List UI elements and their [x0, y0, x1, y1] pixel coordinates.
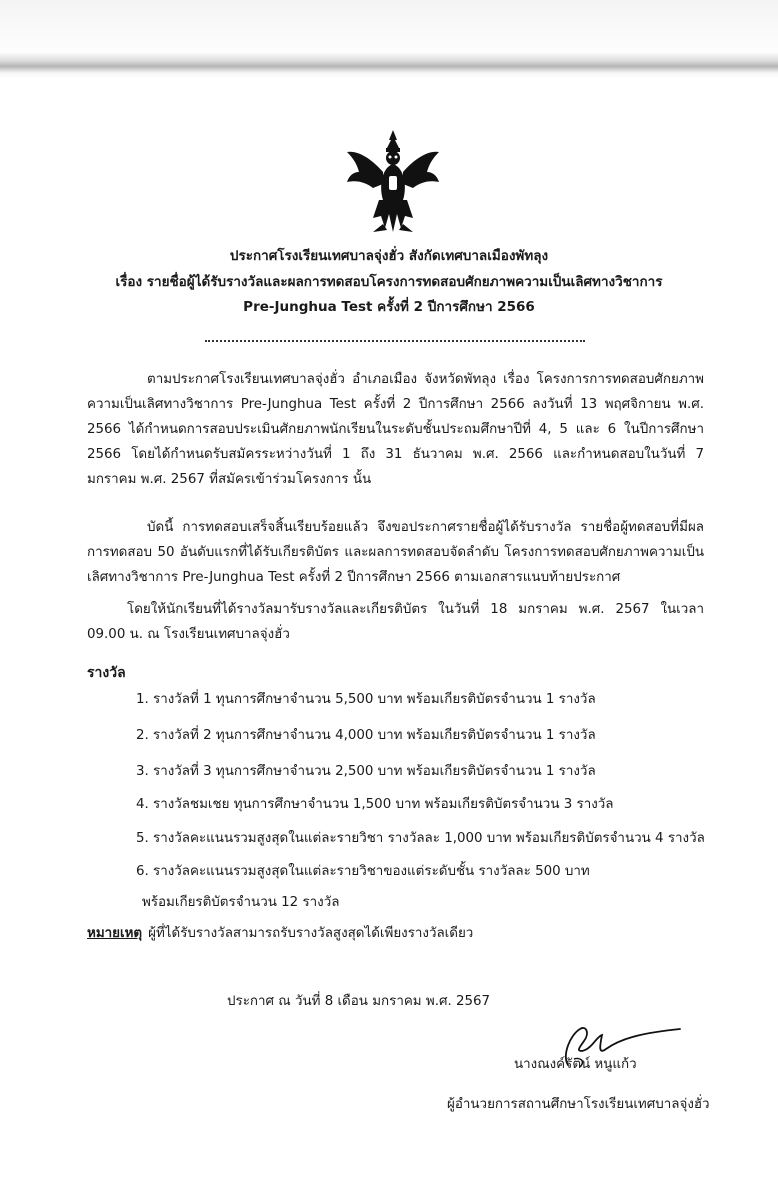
paragraph-results — [87, 515, 704, 590]
paragraph-intro — [87, 367, 704, 492]
header-divider — [205, 340, 585, 342]
award-item-6-continuation: พร้อมเกียรติบัตรจำนวน 12 รางวัล — [142, 895, 340, 910]
note-text: ผู้ที่ได้รับรางวัลสามารถรับรางวัลสูงสุดได้เพียงรางวัลเดียว — [148, 926, 474, 941]
award-item-2: 2. รางวัลที่ 2 ทุนการศึกษาจำนวน 4,000 บาท พร้อมเกียรติบัตรจำนวน 1 รางวัล — [136, 728, 596, 743]
paragraph-ceremony — [87, 597, 704, 647]
announcement-date: ประกาศ ณ วันที่ 8 เดือน มกราคม พ.ศ. 2567 — [227, 994, 491, 1009]
header-line-1: ประกาศโรงเรียนเทศบาลจุ่งฮั่ว สังกัดเทศบาลเมืองพัทลุง — [229, 248, 549, 264]
awards-title: รางวัล — [87, 665, 126, 681]
scan-fold-line — [0, 52, 778, 78]
header-subject: เรื่อง รายชื่อผู้ได้รับรางวัลและผลการทดสอบโครงการทดสอบศักยภาพความเป็นเลิศทางวิชาการ — [115, 274, 663, 290]
award-item-6: 6. รางวัลคะแนนรวมสูงสุดในแต่ละรายวิชาของแต่ระดับชั้น รางวัลละ 500 บาท — [136, 864, 590, 879]
award-item-4: 4. รางวัลชมเชย ทุนการศึกษาจำนวน 1,500 บาท พร้อมเกียรติบัตรจำนวน 3 รางวัล — [136, 797, 614, 812]
award-item-5: 5. รางวัลคะแนนรวมสูงสุดในแต่ละรายวิชา รางวัลละ 1,000 บาท พร้อมเกียรติบัตรจำนวน 4 รางวัล — [136, 831, 705, 846]
note — [87, 924, 473, 944]
note-label: หมายเหตุ — [87, 926, 143, 941]
paragraph-ceremony-text: โดยให้นักเรียนที่ได้รางวัลมารับรางวัลและเกียรติบัตร ในวันที่ 18 มกราคม พ.ศ. 2567 ในเวลา 09.00 น. ณ โรงเรียนเทศบาลจุ่งฮั่ว — [87, 602, 704, 642]
scan-top-shade — [0, 0, 778, 60]
garuda-emblem-icon — [343, 128, 443, 236]
signer-position: ผู้อำนวยการสถานศึกษาโรงเรียนเทศบาลจุ่งฮั่ว — [447, 1097, 710, 1112]
paragraph-intro-text: ตามประกาศโรงเรียนเทศบาลจุ่งฮั่ว อำเภอเมือง จังหวัดพัทลุง เรื่อง โครงการการทดสอบศักยภาพความเป็นเลิศทางวิชาการ Pre-Junghua Test ครั้งที่ 2 ปีการศึกษา 2566 ลงวันที่ 13 พฤศจิกายน พ.ศ. 2566 ได้กำหนดการสอบประเมินศักยภาพนักเรียนในระดับชั้นประถมศึกษาปีที่ 4, 5 และ 6 ในปีการศึกษา 2566 โดยได้กำหนดรับสมัครระหว่างวันที่ 1 ถึง 31 ธันวาคม พ.ศ. 2566 และกำหนดสอบในวันที่ 7 มกราคม พ.ศ. 2567 ที่สมัครเข้าร่วมโครงการ นั้น — [87, 372, 704, 487]
paragraph-results-text: บัดนี้ การทดสอบเสร็จสิ้นเรียบร้อยแล้ว จึงขอประกาศรายชื่อผู้ได้รับรางวัล รายชื่อผู้ทดสอบที่มีผลการทดสอบ 50 อันดับแรกที่ได้รับเกียรติบัตร และผลการทดสอบจัดลำดับ โครงการทดสอบศักยภาพความเป็นเลิศทางวิชาการ Pre-Junghua Test ครั้งที่ 2 ปีการศึกษา 2566 ตามเอกสารแนบท้ายประกาศ — [87, 520, 704, 585]
header-event: Pre-Junghua Test ครั้งที่ 2 ปีการศึกษา 2566 — [243, 299, 535, 315]
signer-name: นางณงค์รัตน์ หนูแก้ว — [514, 1057, 637, 1072]
award-item-1: 1. รางวัลที่ 1 ทุนการศึกษาจำนวน 5,500 บาท พร้อมเกียรติบัตรจำนวน 1 รางวัล — [136, 692, 596, 707]
award-item-3: 3. รางวัลที่ 3 ทุนการศึกษาจำนวน 2,500 บาท พร้อมเกียรติบัตรจำนวน 1 รางวัล — [136, 764, 596, 779]
